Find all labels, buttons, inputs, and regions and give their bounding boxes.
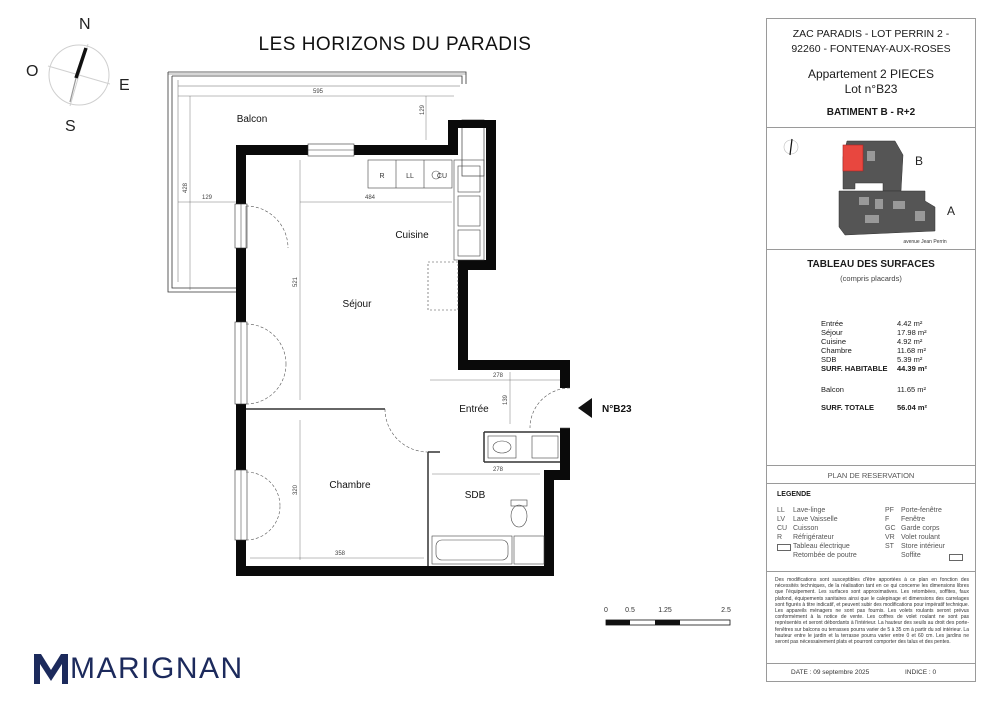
legend-label: Volet roulant [901,534,940,541]
surface-row-habitable [821,364,961,374]
scale-0-5: 0.5 [625,607,635,614]
surface-value: 44.39 m² [897,364,928,373]
dim-320: 320 [293,484,299,496]
legend-label: Store intérieur [901,543,945,550]
key-building-a: A [947,204,956,218]
entry-arrow-icon [578,398,592,418]
address-line-1: ZAC PARADIS - LOT PERRIN 2 - [792,28,950,40]
address [767,27,975,57]
key-plan [775,131,967,255]
key-building-b: B [915,154,924,168]
legend-code: LV [777,516,786,523]
divider [767,127,975,128]
legend-label: Fenêtre [901,516,926,523]
divider [767,483,975,484]
legend-item [885,507,942,516]
soffit-icon [949,554,963,561]
disclaimer-text: Des modifications sont susceptibles d'être apportées à ce plan en fonction des nécessités techniques, de la réalisation tant en ce qui concerne les dimensions libres que l'équipement. Les surfaces sont approximatives. Les retombées, soffites, faux plafond, équipements sanitaires ainsi que le calepinage et dimensions des carrelages sont figurés à titre indicatif, et peuvent subir des modifications pour impératif technique. Les appareils ménagers ne sont pas fournis. Les volets roulants seront prévus conformément à la notice de vente. Les coffres de volet roulant ne sont pas représentés et seront débordants à l'intérieur. La hauteur des seuils au droit des porte-fenêtres sur balcons ou terrasses pourra varier de 5 à 35 cm à partir du sol intérieur. La hauteur entre le jardin et la terrasse pourra varier entre 0 et 60 cm. Les jardins ne seront pas nécessairement plats et pourront comporter des talus et des pentes. [775,577,969,646]
legend-item [885,543,945,552]
surface-name: SURF. TOTALE [821,403,875,412]
compass-rose-icon [48,44,110,106]
dim-129-balcony: 129 [201,195,213,201]
marignan-m-mark [34,654,68,684]
dim-129-top: 129 [420,104,426,116]
room-sdb-label: SDB [464,490,486,501]
legend-label: Lave Vaisselle [793,516,838,523]
surface-value: 56.04 m² [897,403,928,412]
room-cuisine-label: Cuisine [395,230,429,241]
surface-name: Balcon [821,385,844,394]
key-plan-compass-icon [784,139,798,155]
appliance-cu-label: CU [436,173,448,180]
plan-reservation-label: PLAN DE RESERVATION [827,471,915,480]
legend-item [777,516,838,525]
legend-label: Réfrigérateur [793,534,834,541]
legend-code: ST [885,543,894,550]
legend-item [777,507,825,516]
dim-278-entry: 278 [492,373,504,379]
legend-code: F [885,516,890,523]
surface-name: Séjour [821,328,843,337]
info-panel [766,18,976,682]
surface-value: 4.92 m² [897,337,923,346]
scale-0: 0 [604,607,608,614]
compass-north-label: N [79,16,91,33]
balcony-outline [168,72,484,292]
divider [767,249,975,250]
legend-label: Garde corps [901,525,940,532]
surface-value: 5.39 m² [897,355,923,364]
surface-name: Entrée [821,319,844,328]
legend-item [793,543,850,552]
key-street-label: avenue Jean Perrin [903,239,947,245]
scale-1-25: 1.25 [658,607,672,614]
legend-label: Porte-fenêtre [901,507,942,514]
room-balcon-label: Balcon [236,114,268,125]
legend-item [777,525,818,534]
bathroom-fixtures [432,436,558,564]
address-line-2: 92260 - FONTENAY-AUX-ROSES [791,43,951,55]
building-floor: BATIMENT B - R+2 [826,107,916,118]
surface-table-title: TABLEAU DES SURFACES [807,259,935,270]
legend-item [793,552,857,561]
appliance-r-label: R [379,173,385,180]
legend-item [777,534,834,543]
electrical-panel-icon [777,544,791,551]
surface-name: Chambre [821,346,852,355]
legend-label: Soffite [901,552,921,559]
legend-code: PF [885,507,894,514]
dim-278-sdb: 278 [492,467,504,473]
compass-east-label: E [119,77,130,94]
surface-name: Cuisine [821,337,847,346]
appliance-ll-label: LL [406,173,414,180]
surface-row [821,385,961,395]
legend-item [885,516,925,525]
compass-west-label: O [26,63,39,80]
legend-code: CU [777,525,788,532]
legend-code: GC [885,525,896,532]
lot-highlight [843,145,863,171]
walls [236,120,570,576]
legend-label: Retombée de poutre [793,552,857,559]
surface-value: 4.42 m² [897,319,923,328]
room-entree-label: Entrée [459,404,489,415]
legend-label: Tableau électrique [793,543,850,550]
surface-row-total [821,403,961,413]
dim-139: 139 [503,394,509,406]
legend-code: LL [777,507,785,514]
surface-value: 11.68 m² [897,346,927,355]
surface-table-subtitle: (compris placards) [840,274,902,283]
project-title: LES HORIZONS DU PARADIS [258,34,532,55]
room-sejour-label: Séjour [342,299,372,310]
compass-south-label: S [65,118,76,135]
surface-value: 11.65 m² [897,385,927,394]
legend-code: VR [885,534,895,541]
plan-date: DATE : 09 septembre 2025 [791,669,870,676]
dim-484: 484 [364,195,376,201]
marignan-logo [34,652,244,686]
surface-name: SDB [821,355,837,364]
surface-name: SURF. HABITABLE [821,364,888,373]
legend-item [885,534,940,543]
divider [767,571,975,572]
lot-number: Lot n°B23 [844,82,898,96]
legend-code: R [777,534,783,541]
dim-428: 428 [183,182,189,194]
dim-595: 595 [312,89,324,95]
dim-521: 521 [293,276,299,288]
legend-title: LEGENDE [777,491,811,498]
lot-entry-tag: N°B23 [602,404,632,415]
scale-bar [606,620,730,625]
legend-item [901,552,921,561]
legend-label: Cuisson [793,525,819,532]
logo-text: MARIGNAN [70,652,244,685]
legend-label: Lave-linge [793,507,826,514]
legend-item [885,525,940,534]
divider [767,465,975,466]
room-chambre-label: Chambre [329,480,371,491]
apartment-info [767,67,975,97]
dim-358: 358 [334,551,346,557]
divider [767,663,975,664]
plan-indice: INDICE : 0 [905,669,937,676]
apartment-type: Appartement 2 PIECES [807,67,935,81]
scale-2-5: 2.5 [721,607,731,614]
surface-value: 17.98 m² [897,328,927,337]
